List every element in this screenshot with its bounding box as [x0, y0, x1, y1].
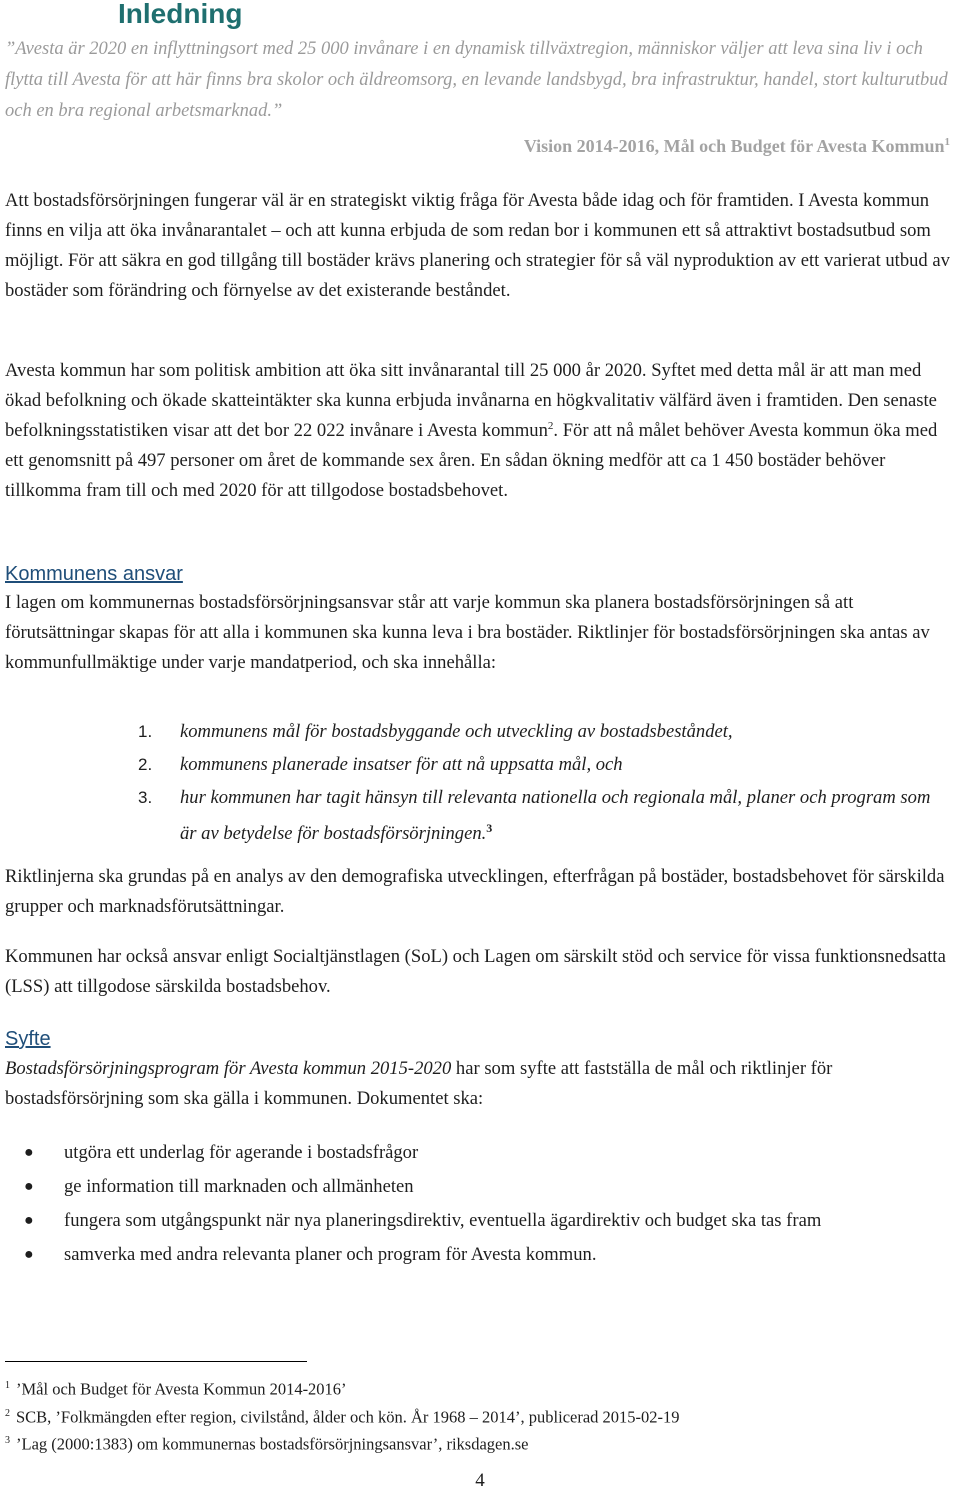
list-item-text: kommunens planerade insatser för att nå uppsatta mål, och: [180, 754, 623, 775]
quote-source: [524, 136, 950, 157]
list-item: [120, 782, 950, 849]
page-title: Inledning: [118, 0, 243, 29]
ansvar-paragraph-2: Riktlinjerna ska grundas på en analys av den demografiska utvecklingen, efterfrågan på bostäder, bostadsbehovet för särskilda grupper och marknadsförutsättningar.: [5, 866, 945, 917]
page-number: 4: [475, 1470, 485, 1491]
intro-paragraph-2-text-cont: . För att nå målet behöver Avesta kommun öka med ett genomsnitt på 497 personer om året de kommande sex åren. En sådan ökning medför att ca 1 450 bostäder behöver tillkomma fram till och med 2020 för att tillgodose bostadsbehovet.: [5, 420, 938, 501]
footnote-text: ’Lag (2000:1383) om kommunernas bostadsförsörjningsansvar’, riksdagen.se: [16, 1434, 529, 1454]
footnote-ref[interactable]: 3: [486, 821, 493, 835]
intro-paragraph-2: [5, 356, 955, 506]
list-item-text: kommunens mål för bostadsbyggande och utveckling av bostadsbeståndet,: [180, 721, 733, 742]
vision-quote: ”Avesta är 2020 en inflyttningsort med 25 000 invånare i en dynamisk tillväxtregion, människor väljer att leva sina liv i och flytta till Avesta för att här finns bra skolor och äldreomsorg, en levande landsbygd, bra infrastruktur, handel, stort kulturutbud och en bra regional arbetsmarknad.”: [5, 39, 948, 121]
footnote-number: 1: [5, 1380, 10, 1391]
list-item-text: ge information till marknaden och allmänheten: [64, 1176, 414, 1197]
footnote-ref[interactable]: 2: [547, 419, 554, 432]
footnote-ref[interactable]: 1: [944, 136, 950, 148]
list-item: [20, 1172, 940, 1202]
footnote-number: 3: [5, 1435, 10, 1446]
list-number: 1.: [138, 722, 153, 741]
intro-paragraph-1: Att bostadsförsörjningen fungerar väl är en strategiskt viktig fråga för Avesta både idag och för framtiden. I Avesta kommun finns en vilja att öka invånarantalet – och att kunna erbjuda de som redan bor i kommunen ett så attraktivt bostadsutbud som möjligt. För att säkra en god tillgång till bostäder krävs planering och strategier för så väl nyproduktion av ett varierat utbud av bostäder som förändring och förnyelse av det existerande beståndet.: [5, 190, 950, 301]
syfte-paragraph: [5, 1054, 955, 1114]
bullet-icon: ●: [24, 1212, 34, 1229]
list-item: [120, 716, 950, 747]
footnote-divider: [5, 1361, 307, 1362]
footnotes: [5, 1374, 955, 1457]
bullet-icon: ●: [24, 1246, 34, 1263]
list-item-text: samverka med andra relevanta planer och program för Avesta kommun.: [64, 1244, 597, 1265]
section-heading-syfte: Syfte: [5, 1028, 51, 1050]
list-number: 3.: [138, 788, 153, 807]
purpose-bullet-list: [20, 1138, 940, 1274]
syfte-paragraph-text: har som syfte att fastställa de mål och riktlinjer för bostadsförsörjning som ska gälla i kommunen. Dokumentet ska:: [5, 1058, 833, 1109]
footnote-number: 2: [5, 1407, 10, 1419]
list-item-text: utgöra ett underlag för agerande i bostadsfrågor: [64, 1142, 419, 1163]
footnote-text: SCB, ’Folkmängden efter region, civilstånd, ålder och kön. År 1968 – 2014’, publicerad 2015-02-19: [16, 1407, 680, 1426]
footnote-1: [5, 1374, 955, 1402]
footnote-text: ’Mål och Budget för Avesta Kommun 2014-2016’: [16, 1379, 347, 1399]
bullet-icon: ●: [24, 1178, 34, 1195]
quote-source-text: Vision 2014-2016, Mål och Budget för Avesta Kommun: [523, 136, 945, 156]
list-item: [120, 749, 950, 780]
list-item-text: hur kommunen har tagit hänsyn till relevanta nationella och regionala mål, planer och program som är av betydelse för bostadsförsörjningen.: [180, 787, 931, 845]
ansvar-paragraph-1: I lagen om kommunernas bostadsförsörjningsansvar står att varje kommun ska planera bostadsförsörjningen så att förutsättningar skapas för att alla i kommunen ska kunna leva i bra bostäder. Riktlinjer för bostadsförsörjningen ska antas av kommunfullmäktige under varje mandatperiod, och ska innehålla:: [5, 592, 930, 673]
list-item: [20, 1138, 940, 1168]
footnote-3: [5, 1429, 955, 1457]
document-title: Bostadsförsörjningsprogram för Avesta kommun 2015-2020: [5, 1058, 452, 1079]
list-item: [20, 1206, 940, 1236]
requirements-list: [120, 716, 950, 851]
list-item-text: fungera som utgångspunkt när nya planeringsdirektiv, eventuella ägardirektiv och budget ska tas fram: [64, 1210, 822, 1231]
list-item: [20, 1240, 940, 1270]
intro-paragraph-2-text: Avesta kommun har som politisk ambition att öka sitt invånarantal till 25 000 år 2020. Syftet med detta mål är att man med ökad befolkning och ökade skatteintäkter ska kunna erbjuda invånarna en högkvalitativ välfärd även i framtiden. Den senaste befolkningsstatistiken visar att det bor 22 022 invånare i Avesta kommun: [5, 360, 937, 441]
list-number: 2.: [138, 755, 153, 774]
ansvar-paragraph-3: Kommunen har också ansvar enligt Socialtjänstlagen (SoL) och Lagen om särskilt stöd och service för vissa funktionsnedsatta (LSS) att tillgodose särskilda bostadsbehov.: [5, 946, 946, 997]
bullet-icon: ●: [24, 1144, 34, 1161]
footnote-2: [5, 1402, 955, 1430]
section-heading-kommunens-ansvar: Kommunens ansvar: [5, 563, 183, 585]
